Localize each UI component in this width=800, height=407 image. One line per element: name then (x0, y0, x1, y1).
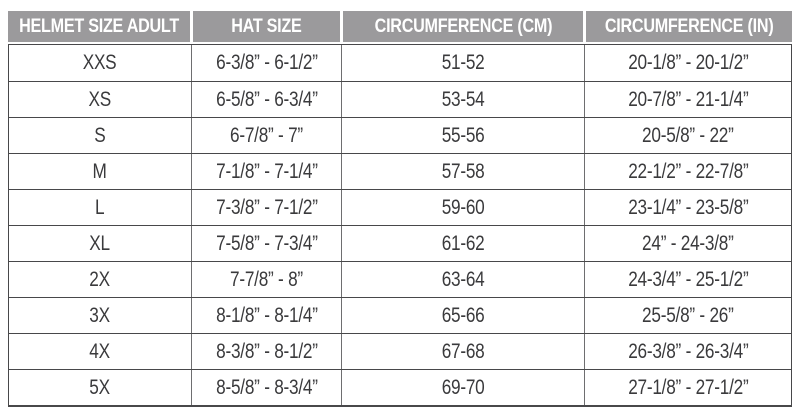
table-row (9, 261, 791, 297)
cell-circumference-in: 20-1/8” - 20-1/2” (584, 45, 791, 81)
cell-hat-size: 7-1/8” - 7-1/4” (191, 154, 341, 189)
table-row (9, 333, 791, 369)
cell-helmet-size: XS (88, 87, 112, 111)
cell-circumference-in: 22-1/2” - 22-7/8” (584, 154, 791, 189)
cell-helmet-size: 3X (89, 303, 111, 327)
table-row (9, 189, 791, 225)
cell-helmet-size: L (95, 195, 105, 219)
cell-circumference-cm: 57-58 (341, 154, 584, 189)
cell-circumference-in: 24-3/4” - 25-1/2” (584, 262, 791, 297)
cell-hat-size: 8-3/8” - 8-1/2” (191, 334, 341, 369)
cell-circumference-in: 24” - 24-3/8” (584, 226, 791, 261)
cell-hat-size: 6-3/8” - 6-1/2” (191, 45, 341, 81)
cell-helmet-size: XL (89, 231, 111, 255)
cell-hat-size: 8-1/8” - 8-1/4” (191, 298, 341, 333)
column-header-label: HELMET SIZE ADULT (19, 15, 179, 37)
column-header-label: CIRCUMFERENCE (CM) (374, 15, 552, 37)
cell-circumference-cm: 53-54 (341, 82, 584, 117)
cell-circumference-cm: 51-52 (341, 45, 584, 81)
size-table (8, 11, 792, 407)
cell-hat-size: 7-5/8” - 7-3/4” (191, 226, 341, 261)
table-row (9, 225, 791, 261)
cell-circumference-cm: 69-70 (341, 370, 584, 405)
cell-hat-size: 6-7/8” - 7” (191, 118, 341, 153)
cell-circumference-in: 20-7/8” - 21-1/4” (584, 82, 791, 117)
column-header-hat-size (190, 11, 340, 42)
table-row (9, 81, 791, 117)
cell-helmet-size: S (94, 123, 106, 147)
cell-helmet-size: M (92, 159, 108, 183)
cell-helmet-size: 4X (89, 339, 111, 363)
column-header-label: CIRCUMFERENCE (IN) (604, 15, 774, 37)
cell-circumference-in: 23-1/4” - 23-5/8” (584, 190, 791, 225)
cell-circumference-in: 27-1/8” - 27-1/2” (584, 370, 791, 405)
column-header-circumference-in (583, 11, 792, 42)
cell-circumference-cm: 65-66 (341, 298, 584, 333)
cell-helmet-size: 5X (89, 375, 111, 399)
cell-circumference-cm: 59-60 (341, 190, 584, 225)
table-row (9, 297, 791, 333)
cell-circumference-in: 25-5/8” - 26” (584, 298, 791, 333)
cell-helmet-size: XXS (83, 51, 117, 74)
cell-hat-size: 7-7/8” - 8” (191, 262, 341, 297)
cell-hat-size: 6-5/8” - 6-3/4” (191, 82, 341, 117)
cell-circumference-cm: 55-56 (341, 118, 584, 153)
cell-circumference-in: 20-5/8” - 22” (584, 118, 791, 153)
table-body (8, 44, 792, 407)
table-row (9, 45, 791, 81)
cell-hat-size: 7-3/8” - 7-1/2” (191, 190, 341, 225)
column-header-label: HAT SIZE (231, 15, 302, 37)
column-header-circumference-cm (340, 11, 583, 42)
cell-hat-size: 8-5/8” - 8-3/4” (191, 370, 341, 405)
cell-circumference-in: 26-3/8” - 26-3/4” (584, 334, 791, 369)
cell-helmet-size: 2X (89, 267, 111, 291)
cell-circumference-cm: 61-62 (341, 226, 584, 261)
table-row (9, 153, 791, 189)
table-row (9, 369, 791, 405)
cell-circumference-cm: 67-68 (341, 334, 584, 369)
cell-circumference-cm: 63-64 (341, 262, 584, 297)
column-header-helmet-size-adult (8, 11, 190, 42)
table-row (9, 117, 791, 153)
table-header-row (8, 11, 792, 42)
